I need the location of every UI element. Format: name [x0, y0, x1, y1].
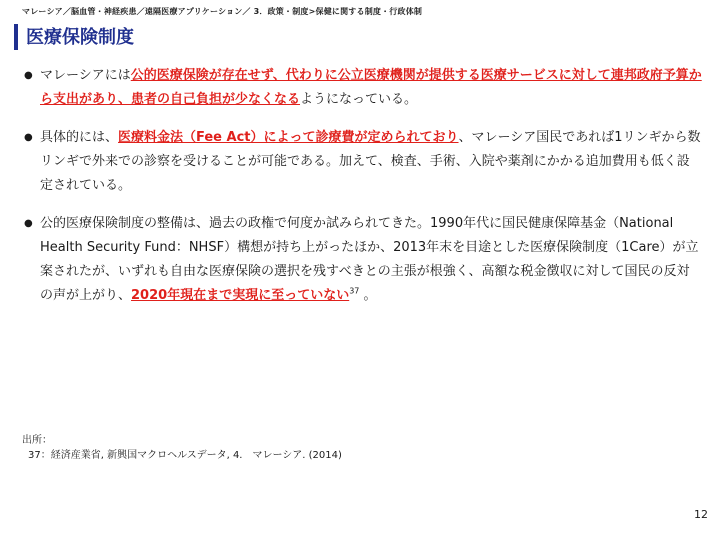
bullet-text-post: 。: [359, 288, 377, 303]
page-number: 12: [694, 508, 708, 521]
title-accent-bar: [14, 24, 18, 50]
bullet-highlight: 医療料金法（Fee Act）によって診療費が定められており: [118, 130, 459, 145]
bullet-list: [22, 64, 702, 322]
breadcrumb: マレーシア／脳血管・神経疾患／遠隔医療アプリケーション／ 3．政策・制度>保健に関する制度・行政体制: [22, 7, 423, 16]
bullet-dot-icon: ●: [24, 218, 33, 229]
bullet-text-pre: 公的医療保険制度の整備は、過去の政権で何度か試みられてきた。1990年代に国民健康保障基金（National Health Security Fund：NHSF）構想が持ち上がったほか、2013年末を目途とした医療保険制度（1Care）が立案されたが、いずれも自由な医療保険の選択を残すべきとの主張が根強く、高額な税金徴収に対して国民の反対の声が上がり、: [40, 216, 699, 303]
bullet-highlight: 公的医療保険が存在せず、代わりに公立医療機関が提供する医療サービスに対して連邦政府予算から支出があり、患者の自己負担が少なくなる: [40, 68, 702, 107]
source-note: [22, 433, 342, 463]
footnote-ref: 37: [349, 286, 360, 296]
bullet-item-2: [22, 126, 702, 198]
page-title: 医療保険制度: [26, 27, 134, 48]
bullet-highlight: 2020年現在まで実現に至っていない: [131, 288, 350, 303]
bullet-dot-icon: ●: [24, 70, 33, 81]
bullet-item-3: [22, 212, 702, 308]
bullet-text-post: 、マレーシア国民であれば1リンギから数リンギで外来での診察を受けることが可能である。加えて、検査、手術、入院や薬剤にかかる追加費用も低く設定されている。: [40, 130, 701, 193]
bullet-text-pre: 具体的には、: [40, 130, 119, 145]
bullet-text-pre: マレーシアには: [40, 68, 131, 83]
bullet-item-1: [22, 64, 702, 112]
source-label: 出所：: [22, 435, 52, 446]
source-reference: 37：経済産業省, 新興国マクロヘルスデータ, 4. マレーシア. (2014): [28, 450, 342, 461]
bullet-dot-icon: ●: [24, 132, 33, 143]
bullet-text-post: ようになっている。: [300, 92, 418, 107]
